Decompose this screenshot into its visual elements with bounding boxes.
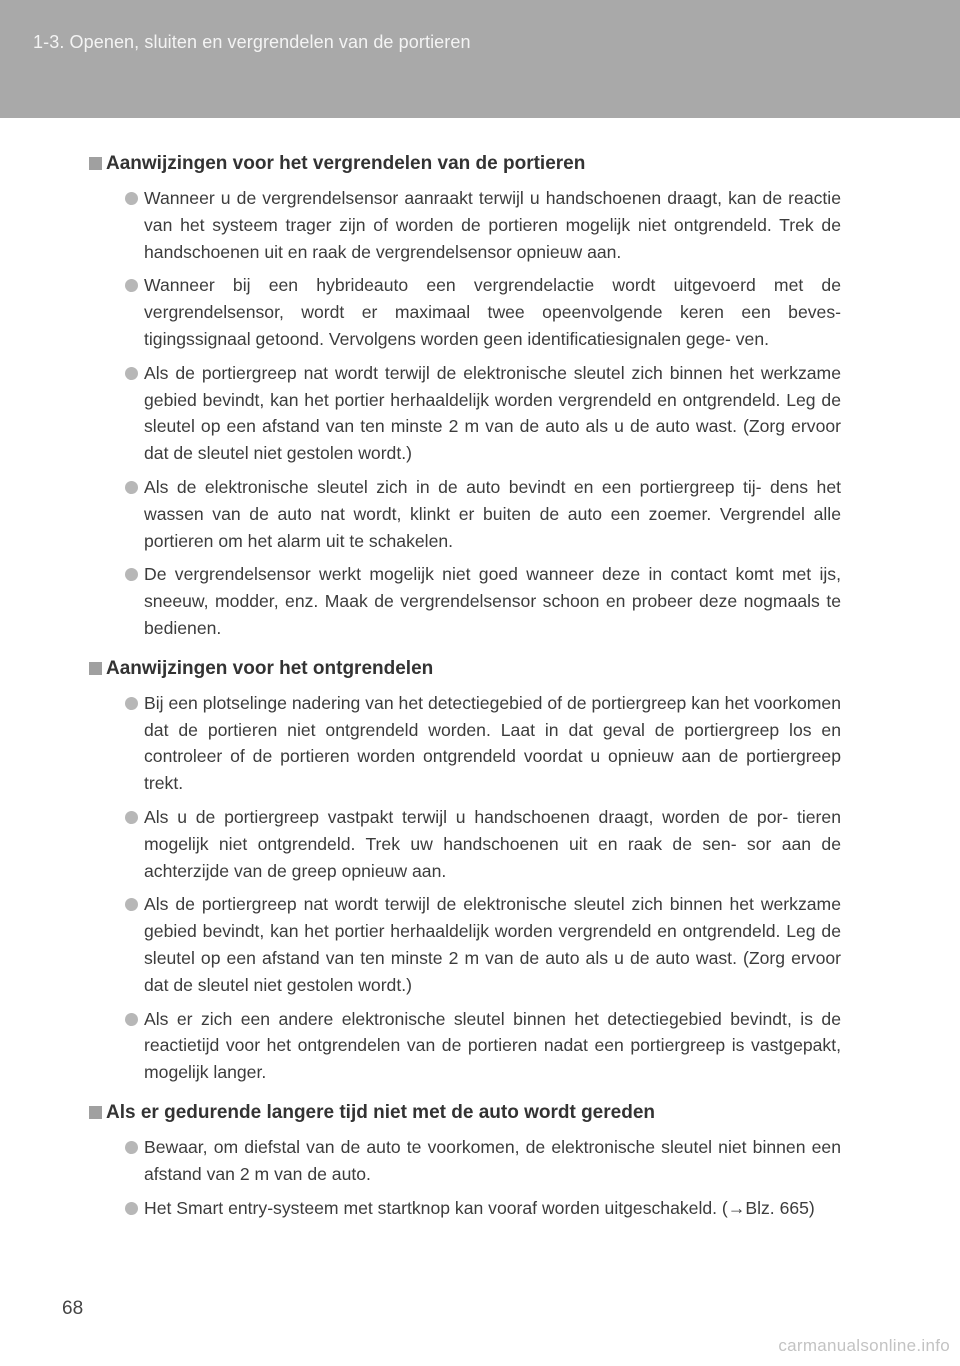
circle-bullet-icon — [125, 192, 138, 205]
circle-bullet-icon — [125, 367, 138, 380]
circle-bullet-icon — [125, 811, 138, 824]
list-item-text: Als de elektronische sleutel zich in de auto bevindt en een portiergreep tij- dens het wassen van de auto nat wordt, klinkt er buiten de auto een zoemer. Vergrendel alle portieren om het alarm uit te schakelen. — [144, 476, 841, 551]
list-item-text: Bij een plotselinge nadering van het detectiegebied of de portiergreep kan het voorkomen dat de portieren niet ontgrendeld worden. Laat in dat geval de portiergreep los en controleer of de portieren worden ontgrendeld voordat u opnieuw aan de portiergreep trekt. — [144, 692, 841, 794]
section-locking-notes — [106, 151, 841, 642]
list-item — [144, 1195, 841, 1222]
bullet-list — [106, 185, 841, 642]
list-item-text: Wanneer u de vergrendelsensor aanraakt terwijl u handschoenen draagt, kan de reactie van het systeem trager zijn of worden de portieren mogelijk niet ontgrendeld. Trek de handschoenen uit en raak de vergrendelsensor opnieuw aan. — [144, 188, 841, 262]
section-long-idle — [106, 1100, 841, 1221]
section-heading-text: Als er gedurende langere tijd niet met de auto wordt gereden — [106, 1101, 655, 1123]
circle-bullet-icon — [125, 568, 138, 581]
list-item — [144, 474, 841, 554]
list-item-text: Als u de portiergreep vastpakt terwijl u handschoenen draagt, worden de por- tieren mogelijk niet ontgrendeld. Trek uw handschoenen uit en raak de sen- sor aan de achterzijde van de greep opnieuw aan. — [144, 806, 841, 881]
list-item — [144, 272, 841, 352]
bullet-list — [106, 690, 841, 1086]
list-item — [144, 690, 841, 797]
page-content — [106, 151, 841, 1235]
circle-bullet-icon — [125, 279, 138, 292]
list-item — [144, 1134, 841, 1188]
section-heading-text: Aanwijzingen voor het ontgrendelen — [106, 657, 434, 679]
list-item-text: Als er zich een andere elektronische sleutel binnen het detectiegebied bevindt, is de reactietijd voor het ontgrendelen van de portieren nadat een portiergreep is vastgepakt, mogelijk langer. — [144, 1008, 841, 1083]
circle-bullet-icon — [125, 481, 138, 494]
section-heading — [106, 151, 841, 177]
circle-bullet-icon — [125, 898, 138, 911]
section-heading-text: Aanwijzingen voor het vergrendelen van de portieren — [106, 153, 586, 174]
list-item — [144, 891, 841, 998]
square-bullet-icon — [89, 662, 102, 675]
chapter-title: 1-3. Openen, sluiten en vergrendelen van de portieren — [33, 32, 471, 52]
section-unlocking-notes — [106, 656, 841, 1086]
list-item — [144, 804, 841, 884]
watermark: carmanualsonline.info — [778, 1336, 950, 1355]
bullet-list — [106, 1134, 841, 1221]
list-item — [144, 360, 841, 467]
list-item-text: Als de portiergreep nat wordt terwijl de elektronische sleutel zich binnen het werkzame gebied bevindt, kan het portier herhaaldelijk worden vergrendeld en ontgrendeld. Leg de sleutel op een afstand van ten minste 2 m van de auto als u de auto wast. (Zorg ervoor dat de sleutel niet gestolen wordt.) — [144, 362, 841, 464]
square-bullet-icon — [89, 157, 102, 170]
chapter-header-band — [0, 0, 960, 118]
circle-bullet-icon — [125, 1013, 138, 1026]
list-item-text: Wanneer bij een hybrideauto een vergrendelactie wordt uitgevoerd met de vergrendelsensor, wordt er maximaal twee opeenvolgende keren een beves- tigingssignaal getoond. Vervolgens worden geen identificatiesignalen gege- ven. — [144, 275, 841, 349]
section-heading — [106, 656, 841, 682]
list-item-text: Als de portiergreep nat wordt terwijl de elektronische sleutel zich binnen het werkzame gebied bevindt, kan het portier herhaaldelijk worden vergrendeld en ontgrendeld. Leg de sleutel op een afstand van ten minste 2 m van de auto als u de auto wast. (Zorg ervoor dat de sleutel niet gestolen wordt.) — [144, 894, 841, 995]
section-heading — [106, 1100, 841, 1126]
list-item — [144, 185, 841, 265]
square-bullet-icon — [89, 1106, 102, 1119]
list-item — [144, 1006, 841, 1086]
circle-bullet-icon — [125, 1202, 138, 1215]
page-number: 68 — [62, 1298, 84, 1319]
list-item-text: Het Smart entry-systeem met startknop kan vooraf worden uitgeschakeld. (→Blz. 665) — [144, 1197, 815, 1218]
circle-bullet-icon — [125, 1141, 138, 1154]
circle-bullet-icon — [125, 697, 138, 710]
list-item-text: Bewaar, om diefstal van de auto te voorkomen, de elektronische sleutel niet binnen een afstand van 2 m van de auto. — [144, 1136, 841, 1184]
list-item-text: De vergrendelsensor werkt mogelijk niet goed wanneer deze in contact komt met ijs, sneeuw, modder, enz. Maak de vergrendelsensor schoon en probeer deze nogmaals te bedienen. — [144, 564, 841, 638]
list-item — [144, 561, 841, 641]
